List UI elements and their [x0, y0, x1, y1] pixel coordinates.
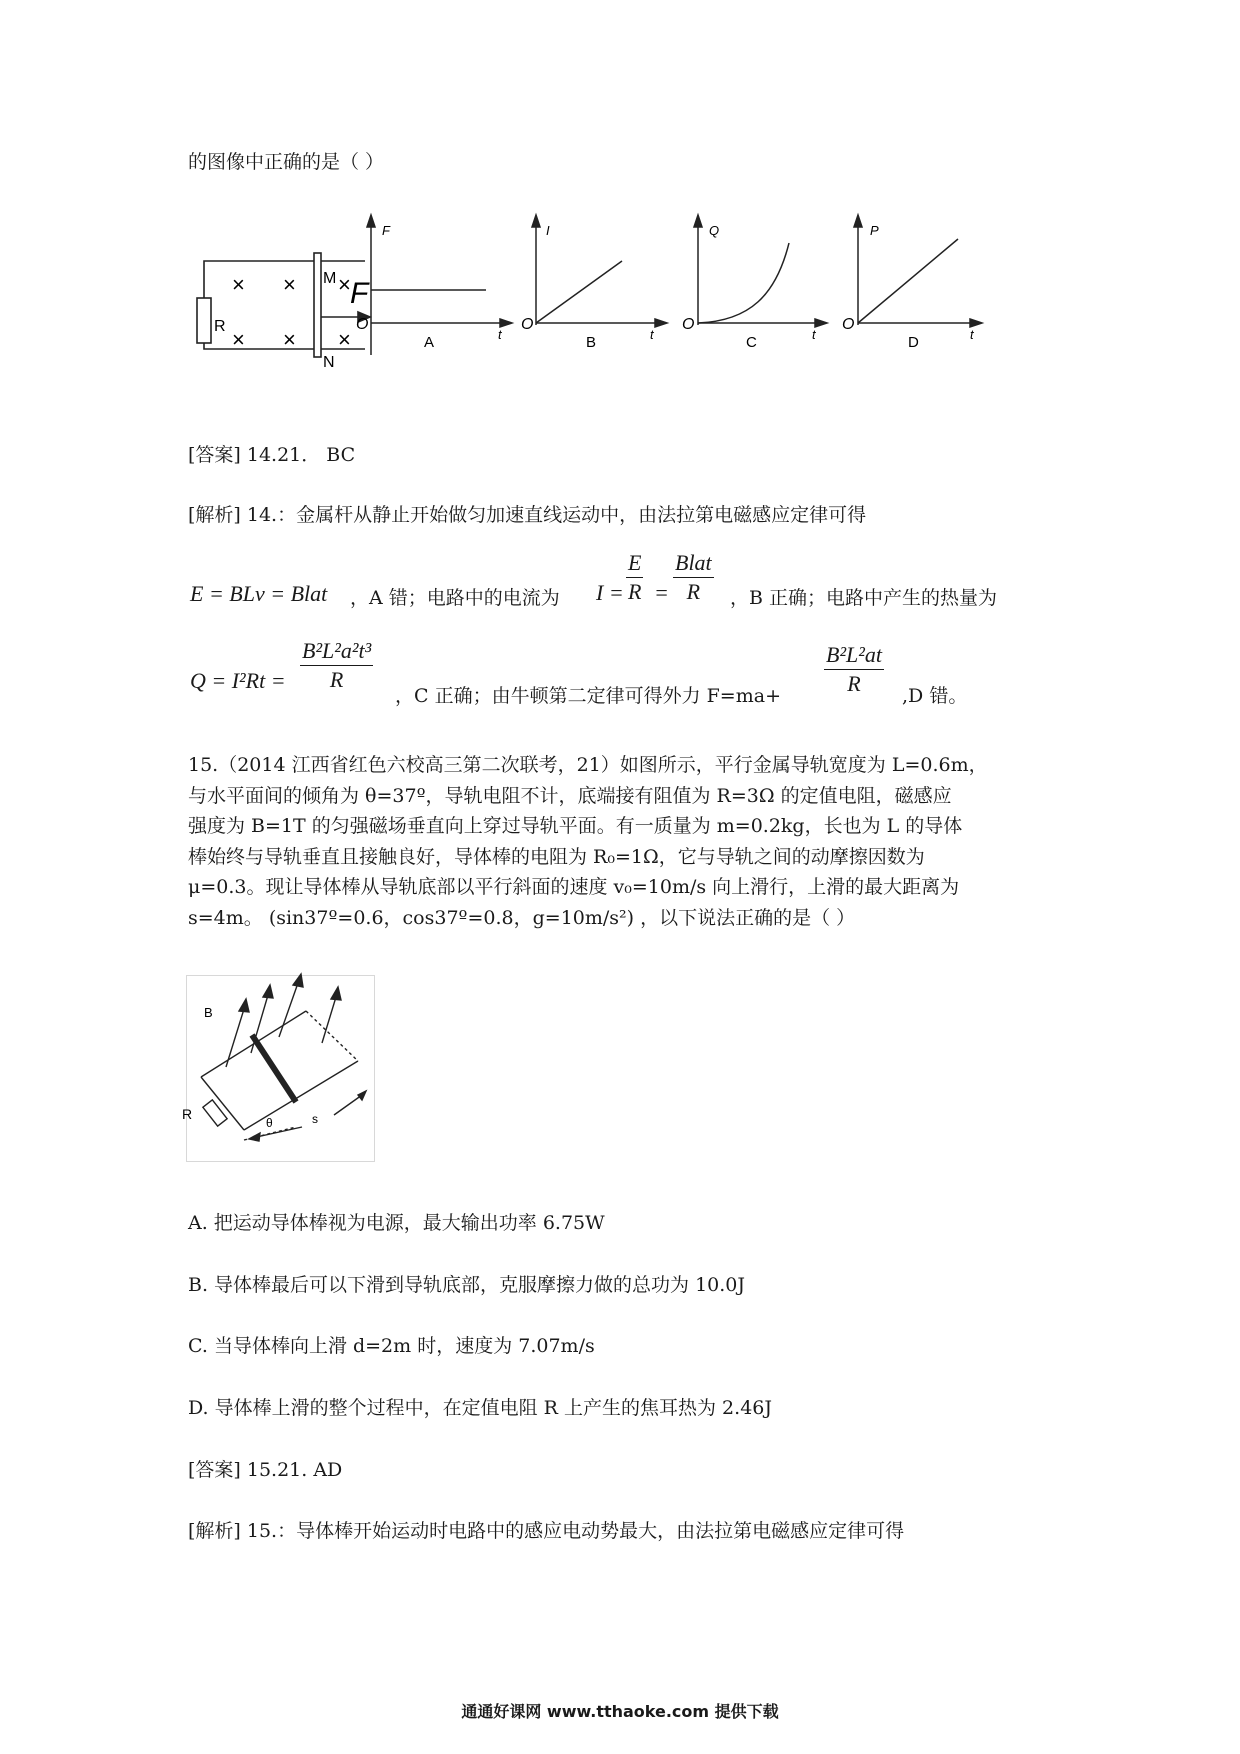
- field-cross: ×: [338, 327, 351, 352]
- q15-option-d: D. 导体棒上滑的整个过程中，在定值电阻 R 上产生的焦耳热为 2.46J: [188, 1397, 772, 1419]
- fig2-label-theta: θ: [266, 1116, 273, 1130]
- figure-inclined-rails: [182, 975, 376, 1165]
- graph-a-xlabel: t: [498, 327, 502, 342]
- q15-line: μ=0.3。现让导体棒从导轨底部以平行斜面的速度 v₀=10m/s 向上滑行，上滑的最大距离为: [188, 876, 960, 898]
- fig2-label-R: R: [182, 1106, 193, 1122]
- fig2-label-B: B: [204, 1005, 213, 1020]
- label-M: M: [323, 270, 337, 287]
- q15-statement: [188, 750, 1068, 933]
- graph-b: [532, 215, 667, 327]
- q14-analysis-line1: [解析] 14.：金属杆从静止开始做匀加速直线运动中，由法拉第电磁感应定律可得: [188, 504, 867, 526]
- q15-answer: [答案] 15.21. AD: [188, 1459, 343, 1481]
- field-cross: ×: [338, 272, 351, 297]
- graph-b-ylabel: I: [546, 223, 550, 238]
- graph-d-xlabel: t: [970, 327, 974, 342]
- graph-d-ylabel: P: [870, 223, 879, 238]
- equation-current-equals: =: [654, 580, 669, 605]
- graph-c-caption: C: [746, 334, 757, 351]
- q15-line: 与水平面间的倾角为 θ=37º，导轨电阻不计，底端接有阻值为 R=3Ω 的定值电阻，磁感应: [188, 784, 952, 807]
- graph-a-origin: O: [356, 316, 369, 333]
- q14-text-a: ，A 错；电路中的电流为: [350, 587, 560, 609]
- field-cross: ×: [232, 327, 245, 352]
- graph-a-caption: A: [424, 334, 435, 351]
- q15-option-a: A. 把运动导体棒视为电源，最大输出功率 6.75W: [188, 1212, 605, 1234]
- graph-c-xlabel: t: [812, 327, 816, 342]
- q14-text-d: ,D 错。: [902, 685, 968, 707]
- equation-emf: E = BLv = Blat: [190, 581, 328, 606]
- graph-c-origin: O: [682, 316, 695, 333]
- resistor-label: R: [214, 318, 226, 335]
- page-footer: 通通好课网 www.tthaoke.com 提供下载: [461, 1702, 779, 1721]
- graph-d-caption: D: [908, 334, 919, 351]
- equation-force-fraction: $\frac{\text{B²L²at}}{R}$: [826, 642, 882, 696]
- q14-text-c: ，C 正确；由牛顿第二定律可得外力 F=ma+: [395, 685, 781, 707]
- label-N: N: [323, 354, 335, 371]
- graph-b-xlabel: t: [650, 327, 654, 342]
- q15-line: s=4m。 (sin37º=0.6，cos37º=0.8，g=10m/s²) ，以下说法正确的是（ ）: [188, 906, 856, 929]
- q15-line: 棒始终与导轨垂直且接触良好，导体棒的电阻为 R₀=1Ω，它与导轨之间的动摩擦因数为: [188, 845, 925, 868]
- graph-b-origin: O: [521, 316, 534, 333]
- equation-current-fraction2: Blat R: [675, 550, 712, 604]
- equation-current-lhs: I =: [596, 580, 624, 605]
- q15-option-c: C. 当导体棒向上滑 d=2m 时，速度为 7.07m/s: [188, 1335, 595, 1357]
- q15-line: 强度为 B=1T 的匀强磁场垂直向上穿过导轨平面。有一质量为 m=0.2kg，长也为 L 的导体: [188, 815, 963, 837]
- q15-analysis: [解析] 15.：导体棒开始运动时电路中的感应电动势最大，由法拉第电磁感应定律可得: [188, 1520, 905, 1542]
- graph-c-ylabel: Q: [709, 223, 720, 238]
- q15-line: 15.（2014 江西省红色六校高三第二次联考，21）如图所示，平行金属导轨宽度为 L=0.6m，: [188, 754, 988, 776]
- figure-circuit-and-graphs: [190, 225, 1120, 400]
- graph-b-caption: B: [586, 334, 597, 351]
- equation-heat-lhs: Q = I²Rt =: [190, 668, 286, 693]
- q14-text-b: ，B 正确；电路中产生的热量为: [730, 587, 998, 609]
- fig2-label-s: s: [312, 1112, 318, 1126]
- equation-heat-fraction: $\frac{\text{B²L²a²t³}}{R}$: [302, 638, 372, 692]
- force-label: F: [350, 277, 369, 310]
- graph-d-origin: O: [842, 316, 855, 333]
- field-cross: ×: [232, 272, 245, 297]
- question-intro: 的图像中正确的是（ ）: [188, 151, 385, 173]
- q14-answer: [答案] 14.21． BC: [188, 444, 356, 466]
- field-cross: ×: [283, 327, 296, 352]
- q15-option-b: B. 导体棒最后可以下滑到导轨底部，克服摩擦力做的总功为 10.0J: [188, 1274, 746, 1296]
- field-cross: ×: [283, 272, 296, 297]
- equation-current-fraction1: $\frac{E}{R}$: [628, 550, 642, 604]
- graph-a-ylabel: F: [382, 223, 390, 238]
